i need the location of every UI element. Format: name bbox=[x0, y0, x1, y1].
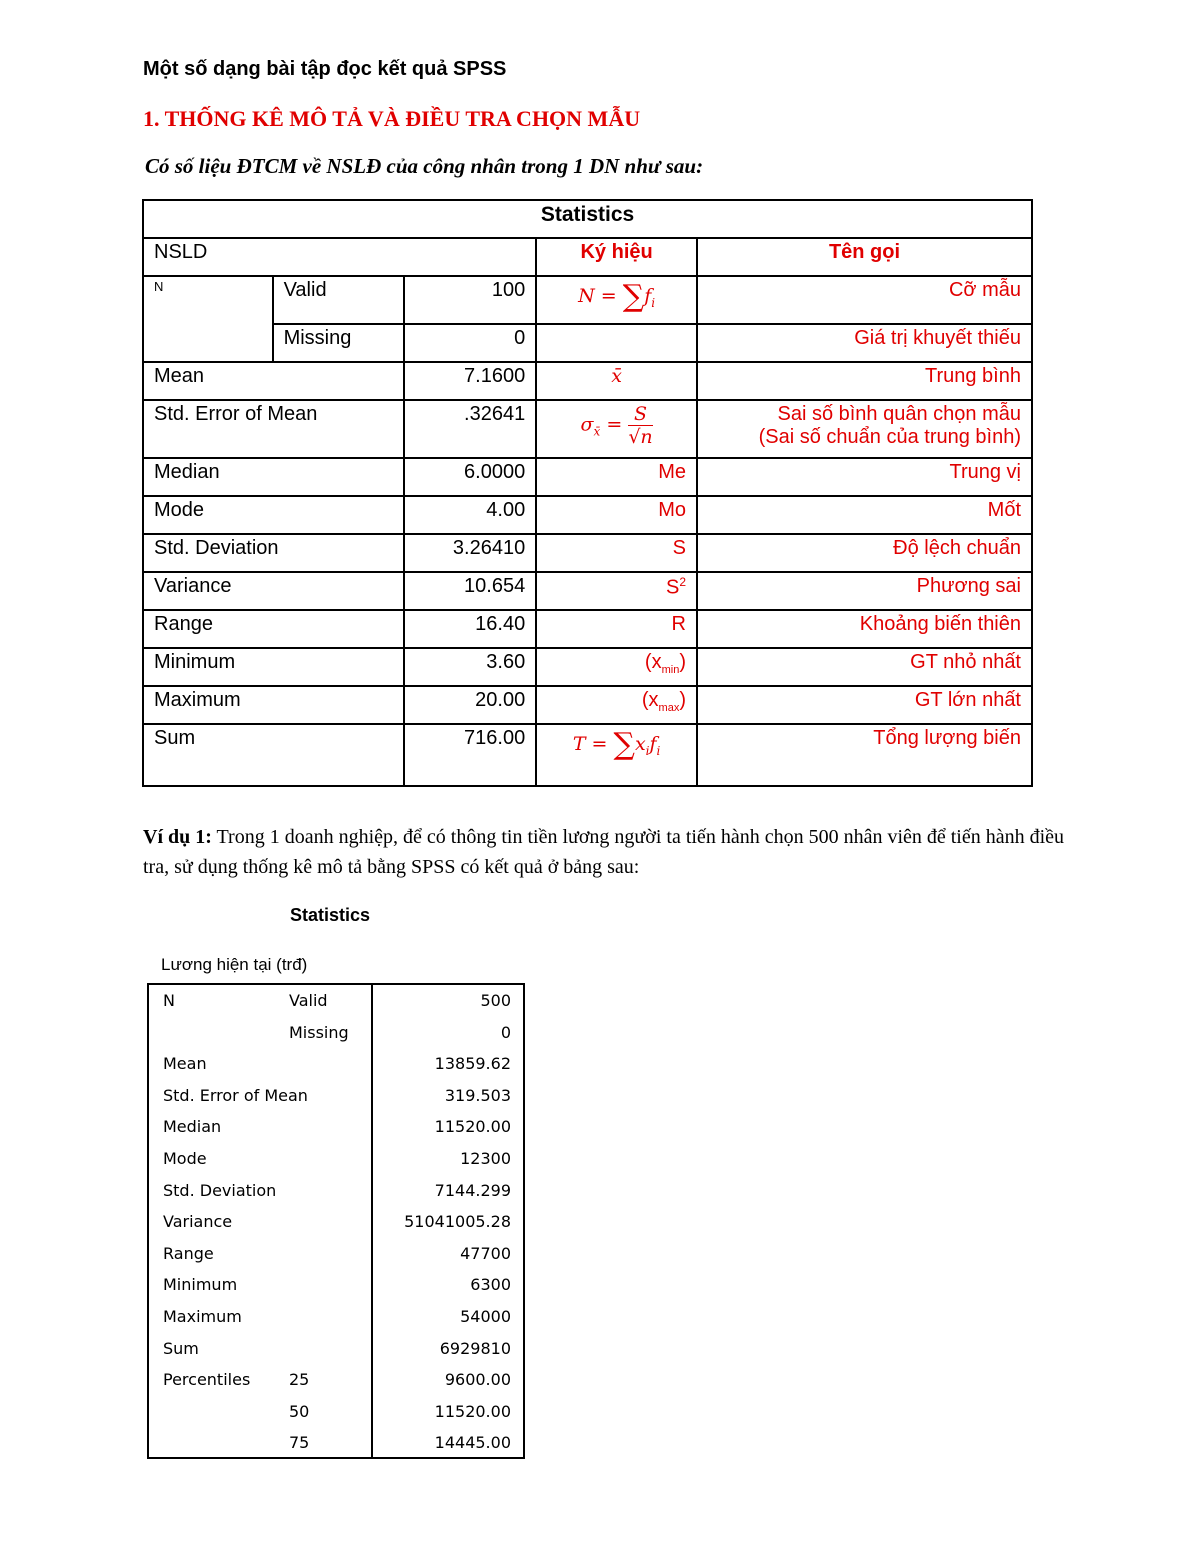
example-paragraph bbox=[143, 822, 1073, 882]
stat-label: Missing bbox=[273, 324, 405, 362]
symbol-text: ) bbox=[679, 689, 686, 711]
symbol-text: f bbox=[649, 733, 657, 755]
symbol-sub: min bbox=[661, 664, 680, 676]
spss-cell: Std. Deviation bbox=[163, 1180, 277, 1200]
symbol-text: √n bbox=[628, 426, 653, 448]
symbol-sub: i bbox=[645, 743, 650, 758]
stat-value: 10.654 bbox=[404, 572, 536, 610]
spss-cell: Minimum bbox=[163, 1275, 238, 1295]
stat-name: Khoảng biến thiên bbox=[697, 610, 1032, 648]
stat-name: Trung vị bbox=[697, 458, 1032, 496]
stat-name: Mốt bbox=[697, 496, 1032, 534]
symbol-sub: x̄ bbox=[593, 424, 601, 439]
spss-title: Statistics bbox=[290, 905, 371, 925]
symbol-text: ) bbox=[679, 651, 686, 673]
symbol-range: R bbox=[536, 610, 697, 648]
stat-value: 716.00 bbox=[404, 724, 536, 786]
spss-cell: 14445.00 bbox=[434, 1433, 511, 1453]
table-row bbox=[149, 1364, 527, 1396]
stat-value: 16.40 bbox=[404, 610, 536, 648]
col-name-header: Tên gọi bbox=[697, 238, 1032, 276]
table-row bbox=[149, 1333, 527, 1365]
symbol-sup: 2 bbox=[679, 575, 686, 589]
symbol-mode: Mo bbox=[536, 496, 697, 534]
symbol-sub: i bbox=[656, 743, 661, 758]
spss-cell: Sum bbox=[163, 1338, 199, 1358]
symbol-median: Me bbox=[536, 458, 697, 496]
stat-label: Variance bbox=[143, 572, 404, 610]
table-row bbox=[149, 1396, 527, 1428]
spss-cell: 500 bbox=[480, 991, 511, 1010]
symbol-mean: x̄ bbox=[536, 362, 697, 400]
stat-label: Valid bbox=[273, 276, 405, 324]
example-text: Trong 1 doanh nghiệp, để có thông tin tiền lương người ta tiến hành chọn 500 nhân viên để tiến hành điều tra, sử dụng thống kê mô tả bằng SPSS có kết quả ở bảng sau: bbox=[143, 826, 1065, 878]
table-title: Statistics bbox=[143, 200, 1032, 238]
spss-cell: 6929810 bbox=[439, 1338, 511, 1358]
symbol-text: N = bbox=[578, 285, 617, 307]
stat-value: 0 bbox=[404, 324, 536, 362]
table-row bbox=[149, 1301, 527, 1333]
symbol-sub: max bbox=[658, 702, 680, 714]
table-row bbox=[149, 1238, 527, 1270]
spss-cell: 7144.299 bbox=[434, 1180, 511, 1200]
spss-cell: Maximum bbox=[163, 1307, 242, 1326]
stat-name: Cỡ mẫu bbox=[697, 276, 1032, 324]
symbol-text: (x bbox=[644, 651, 662, 673]
symbol-max bbox=[536, 686, 697, 724]
spss-cell: 12300 bbox=[460, 1149, 511, 1168]
stat-name: Phương sai bbox=[697, 572, 1032, 610]
symbol-text: S bbox=[628, 403, 652, 426]
symbol-variance bbox=[536, 572, 697, 610]
symbol-empty bbox=[536, 324, 697, 362]
stat-label: Std. Deviation bbox=[143, 534, 404, 572]
symbol-text: T = bbox=[572, 733, 608, 755]
stat-value: 20.00 bbox=[404, 686, 536, 724]
spss-cell: 6300 bbox=[470, 1275, 511, 1295]
spss-cell: 47700 bbox=[460, 1243, 511, 1263]
spss-cell: 54000 bbox=[460, 1307, 511, 1326]
table-row bbox=[149, 1143, 527, 1175]
intro-text: Có số liệu ĐTCM về NSLĐ của công nhân trong 1 DN như sau: bbox=[145, 154, 704, 178]
stat-value: 3.60 bbox=[404, 648, 536, 686]
symbol-sub: i bbox=[651, 295, 656, 310]
table-row bbox=[149, 1080, 527, 1112]
col-symbol-header: Ký hiệu bbox=[536, 238, 697, 276]
symbol-std-dev: S bbox=[536, 534, 697, 572]
symbol-text: S bbox=[665, 576, 680, 599]
stat-name: GT lớn nhất bbox=[697, 686, 1032, 724]
stat-label: Median bbox=[143, 458, 404, 496]
stat-label: Std. Error of Mean bbox=[143, 400, 404, 458]
table-row bbox=[149, 1206, 527, 1238]
symbol-text: x bbox=[634, 733, 646, 755]
spss-cell: N bbox=[163, 991, 175, 1010]
spss-cell: Percentiles bbox=[163, 1370, 251, 1390]
spss-variable: Lương hiện tại (trđ) bbox=[161, 955, 308, 974]
stat-value: 6.0000 bbox=[404, 458, 536, 496]
symbol-standard-error: $\sigma_{x̄}$ = $\frac{S}{√n}$ bbox=[536, 400, 697, 458]
stat-label: Mode bbox=[143, 496, 404, 534]
spss-cell: 11520.00 bbox=[434, 1117, 511, 1137]
example-label: Ví dụ 1: bbox=[143, 826, 212, 848]
stat-value: 3.26410 bbox=[404, 534, 536, 572]
symbol-text: σ bbox=[580, 413, 594, 436]
spss-cell: Mean bbox=[163, 1054, 207, 1074]
document-title: Một số dạng bài tập đọc kết quả SPSS bbox=[143, 58, 507, 80]
stat-label: Maximum bbox=[143, 686, 404, 724]
table-row bbox=[149, 1427, 527, 1459]
spss-divider bbox=[371, 983, 373, 1459]
table-row bbox=[149, 1017, 527, 1049]
stat-name-line: (Sai số chuẩn của trung bình) bbox=[758, 426, 1021, 448]
stat-value: .32641 bbox=[404, 400, 536, 458]
spss-cell: 13859.62 bbox=[434, 1054, 511, 1074]
table-row bbox=[149, 1048, 527, 1080]
stat-value: 4.00 bbox=[404, 496, 536, 534]
stat-name bbox=[697, 400, 1032, 458]
spss-cell: 0 bbox=[500, 1022, 511, 1042]
spss-cell: Median bbox=[163, 1117, 222, 1137]
variable-name: NSLD bbox=[143, 238, 536, 276]
symbol-sum: $T = \sum x_if_i$ bbox=[536, 724, 697, 786]
spss-cell: 11520.00 bbox=[434, 1401, 511, 1421]
stat-name: Giá trị khuyết thiếu bbox=[697, 324, 1032, 362]
spss-cell: 51041005.28 bbox=[404, 1212, 511, 1232]
stat-label: Range bbox=[143, 610, 404, 648]
stat-name: Trung bình bbox=[697, 362, 1032, 400]
spss-table bbox=[147, 983, 525, 1459]
symbol-text: (x bbox=[641, 689, 659, 711]
spss-cell: Valid bbox=[289, 991, 328, 1010]
spss-cell: Mode bbox=[163, 1149, 207, 1168]
n-label: N bbox=[143, 276, 273, 362]
spss-cell: Missing bbox=[289, 1022, 349, 1042]
symbol-text: f bbox=[644, 285, 652, 307]
stat-name: GT nhỏ nhất bbox=[697, 648, 1032, 686]
table-row bbox=[149, 1269, 527, 1301]
spss-cell: 50 bbox=[289, 1401, 310, 1421]
table-row bbox=[149, 1175, 527, 1207]
spss-cell: Range bbox=[163, 1243, 214, 1263]
symbol-min bbox=[536, 648, 697, 686]
stat-label: Minimum bbox=[143, 648, 404, 686]
spss-cell: 9600.00 bbox=[444, 1370, 511, 1390]
stat-name: Tổng lượng biến bbox=[697, 724, 1032, 786]
spss-cell: 25 bbox=[289, 1370, 310, 1390]
table-row bbox=[149, 985, 527, 1017]
section-title: 1. THỐNG KÊ MÔ TẢ VÀ ĐIỀU TRA CHỌN MẪU bbox=[143, 106, 641, 131]
stat-value: 100 bbox=[404, 276, 536, 324]
stat-label: Mean bbox=[143, 362, 404, 400]
stat-name-line: Sai số bình quân chọn mẫu bbox=[777, 403, 1021, 425]
spss-cell: 75 bbox=[289, 1433, 310, 1453]
table-row bbox=[149, 1111, 527, 1143]
stat-label: Sum bbox=[143, 724, 404, 786]
symbol-sample-size: $N = \sum f_i$ bbox=[536, 276, 697, 324]
statistics-table bbox=[142, 199, 1033, 787]
spss-cell: 319.503 bbox=[444, 1085, 511, 1105]
stat-name: Độ lệch chuẩn bbox=[697, 534, 1032, 572]
spss-cell: Std. Error of Mean bbox=[163, 1085, 308, 1105]
spss-cell: Variance bbox=[163, 1212, 233, 1232]
stat-value: 7.1600 bbox=[404, 362, 536, 400]
